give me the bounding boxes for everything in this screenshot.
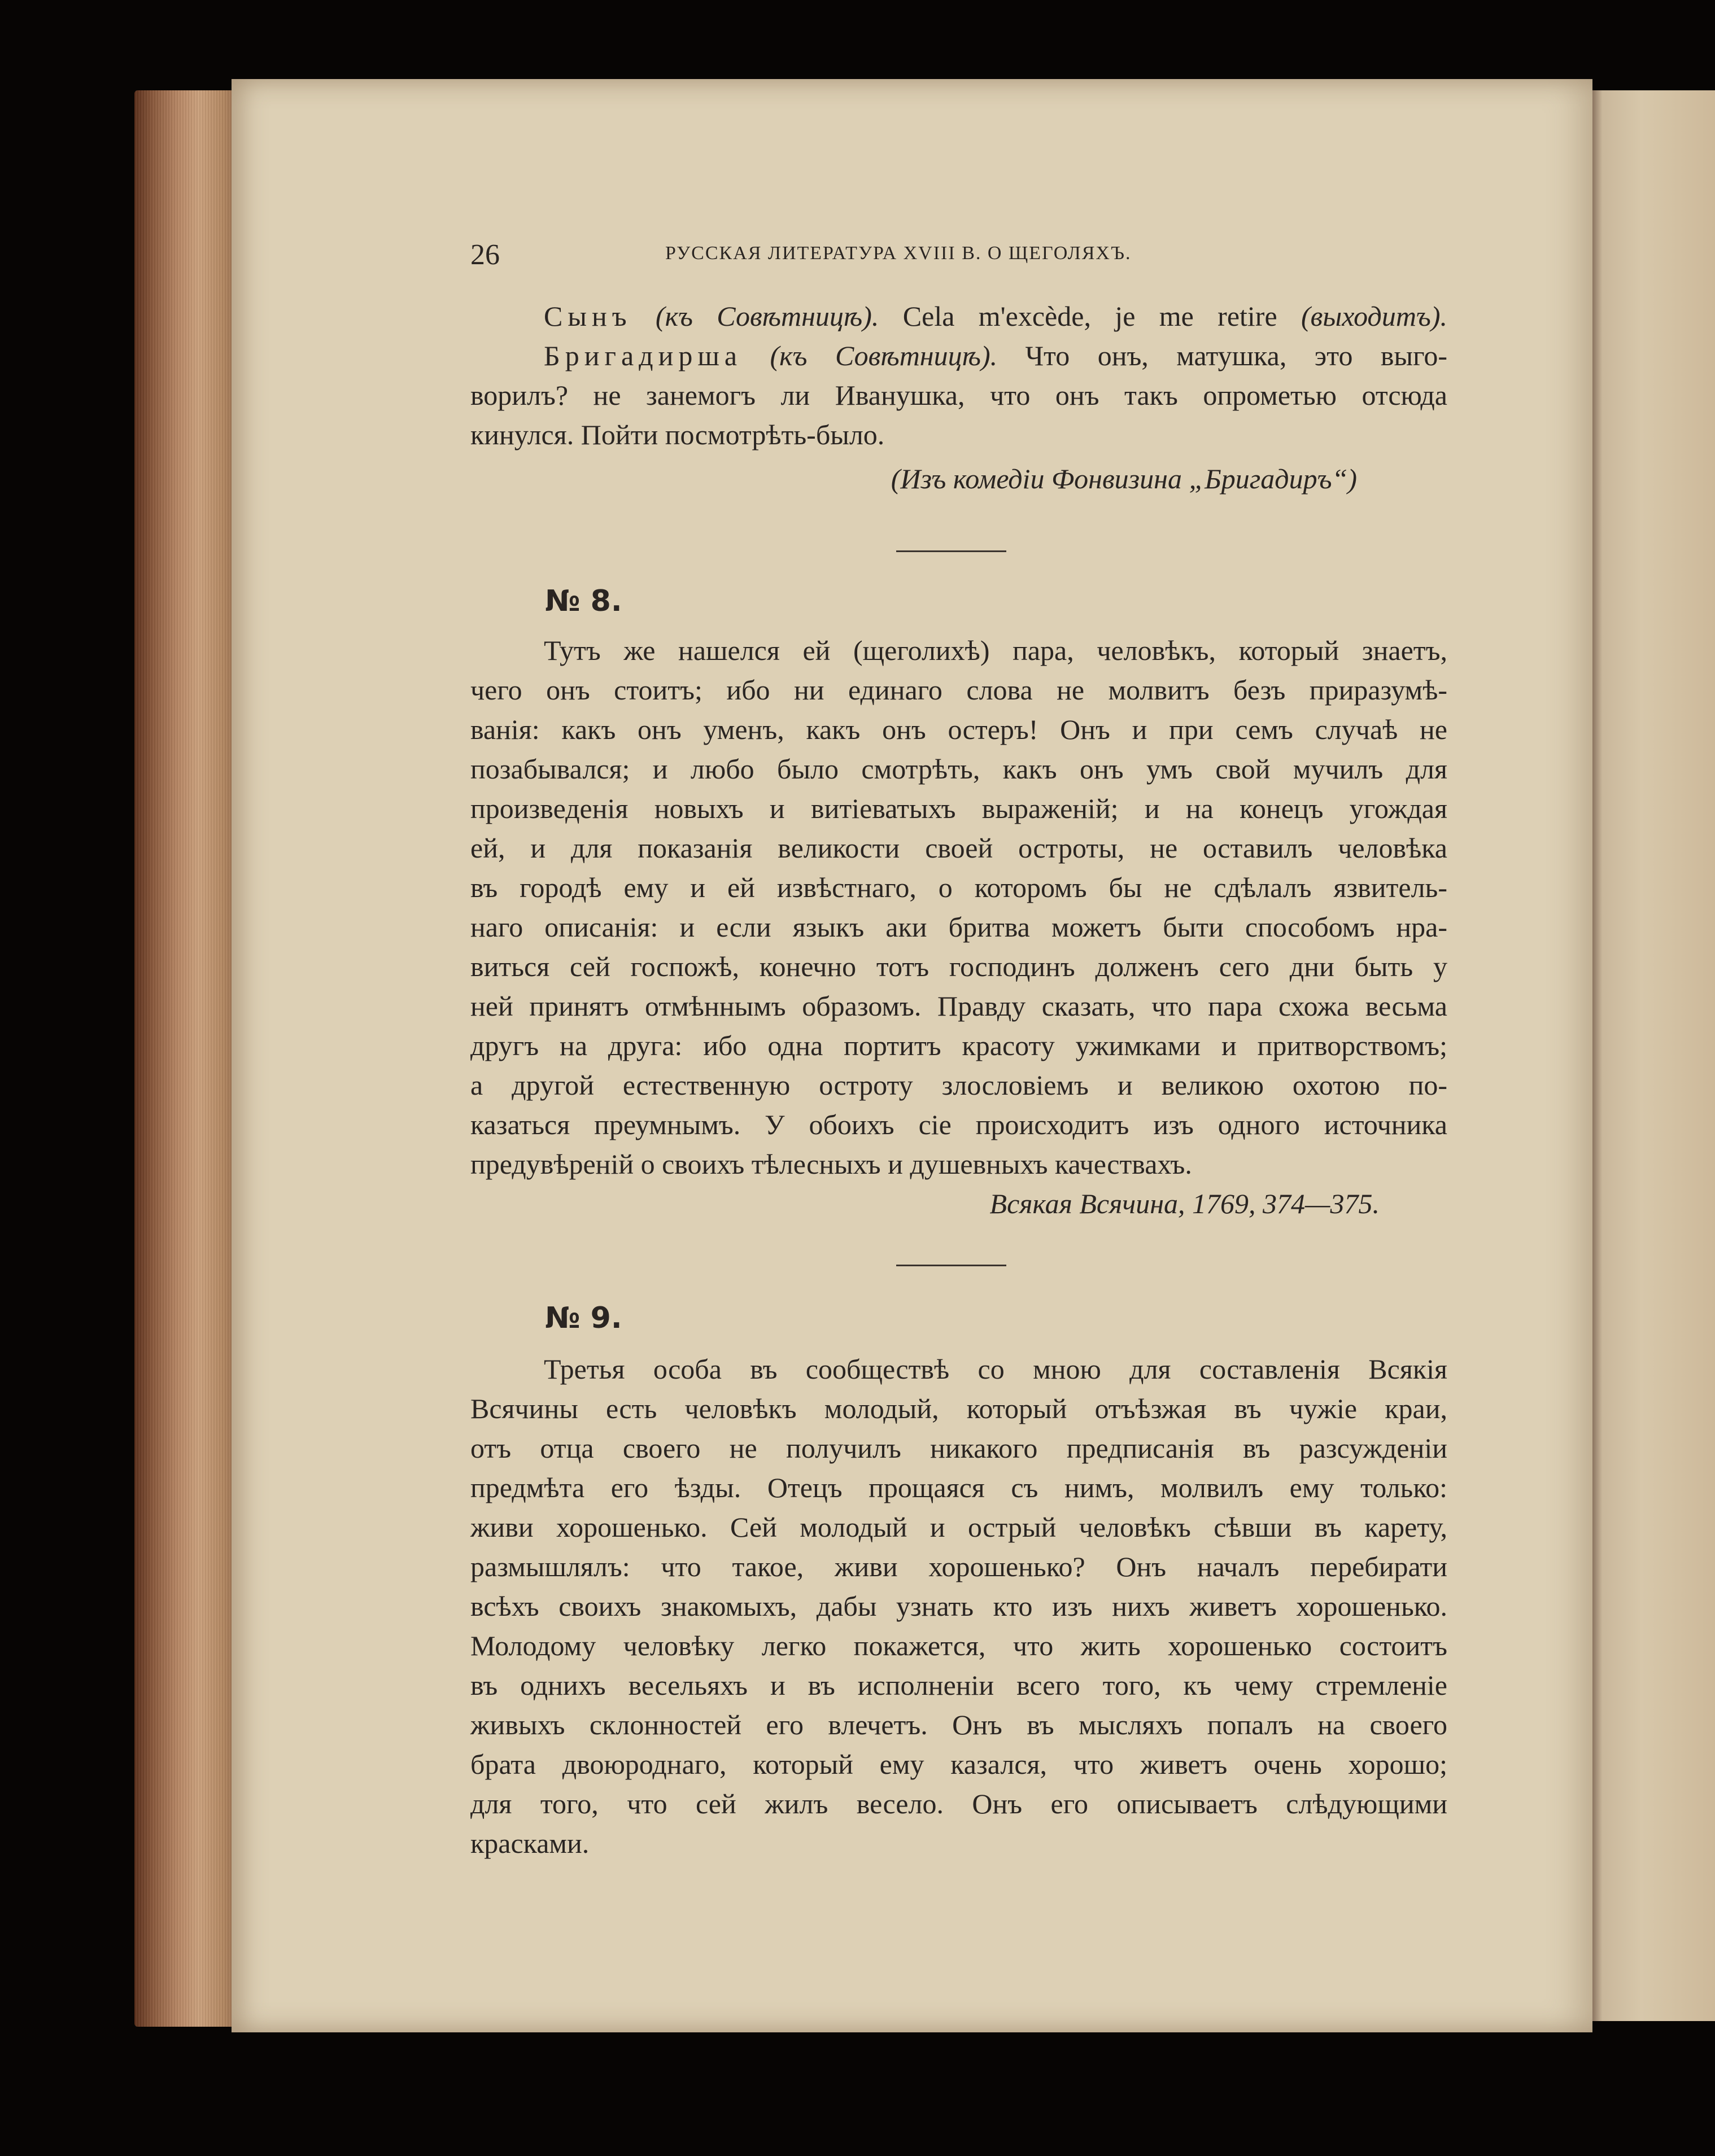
dialogue-excerpt xyxy=(470,296,1447,498)
paragraph-line: ей, и для показанія великости своей остроты, не оставилъ человѣка xyxy=(470,832,1447,864)
paragraph-line: другъ на друга: ибо одна портитъ красоту ужимками и притворствомъ; xyxy=(470,1030,1447,1061)
paragraph-line: размышлялъ: что такое, живи хорошенько? Онъ началъ перебирати xyxy=(470,1551,1447,1582)
paragraph-line: Тутъ же нашелся ей (щеголихѣ) пара, человѣкъ, который знаетъ, xyxy=(544,635,1447,666)
paragraph-line: Всячины есть человѣкъ молодый, который отъѣзжая въ чужіе краи, xyxy=(470,1393,1447,1424)
dialogue-line-4: кинулся. Пойти посмотрѣть-было. xyxy=(470,419,885,451)
page-number: 26 xyxy=(470,239,500,271)
section-8-body xyxy=(470,631,1447,1223)
dialogue-line-1 xyxy=(470,296,1447,336)
running-header xyxy=(470,238,1227,272)
facing-page-edge xyxy=(1592,90,1715,2021)
paragraph-line: предмѣта его ѣзды. Отецъ прощаяся съ нимъ, молвилъ ему только: xyxy=(470,1472,1447,1503)
stage-direction: (выходитъ). xyxy=(1301,300,1448,332)
paragraph-line: произведенія новыхъ и витіеватыхъ выраженій; и на конецъ угождая xyxy=(470,793,1447,824)
section-divider xyxy=(896,550,1006,552)
section-number-8: № 8. xyxy=(545,584,622,618)
paragraph-line: позабывался; и любо было смотрѣть, какъ онъ умъ свой мучилъ для xyxy=(470,753,1447,785)
stage-direction: (къ Совѣтницѣ). xyxy=(770,340,998,371)
dialogue-line-3: ворилъ? не занемогъ ли Иванушка, что онъ такъ опрометью отсюда xyxy=(470,379,1447,411)
speaker-brigadirsha: Бригадирша xyxy=(544,340,743,371)
paragraph-line: Молодому человѣку легко покажется, что жить хорошенько состоитъ xyxy=(470,1630,1447,1661)
paragraph-line: живыхъ склонностей его влечетъ. Онъ въ мысляхъ попалъ на своего xyxy=(470,1709,1447,1740)
paragraph-line: чего онъ стоитъ; ибо ни единаго слова не молвитъ безъ приразумѣ- xyxy=(470,674,1447,706)
paragraph-line: а другой естественную остроту злословіемъ и великою охотою по- xyxy=(470,1069,1447,1101)
paragraph-line: виться сей госпожѣ, конечно тотъ господинъ долженъ сего дни быть у xyxy=(470,951,1447,982)
source-citation: Всякая Всячина, 1769, 374—375. xyxy=(989,1188,1380,1219)
dialogue-text: Cela m'excède, je me retire xyxy=(902,300,1277,332)
paragraph-line: казаться преумнымъ. У обоихъ сіе происходитъ изъ одного источника xyxy=(470,1109,1447,1140)
stage-direction: (къ Совѣтницѣ). xyxy=(655,300,879,332)
paragraph-line: въ городѣ ему и ей извѣстнаго, о которомъ бы не сдѣлалъ язвитель- xyxy=(470,872,1447,903)
paragraph-line: ванія: какъ онъ уменъ, какъ онъ остеръ! Онъ и при семъ случаѣ не xyxy=(470,714,1447,745)
running-title: РУССКАЯ ЛИТЕРАТУРА XVIII В. О ЩЕГОЛЯХЪ. xyxy=(665,243,1132,264)
book-page-edges xyxy=(134,90,242,2027)
source-citation: (Изъ комедіи Фонвизина „Бригадиръ“) xyxy=(891,463,1357,495)
paragraph-line: живи хорошенько. Сей молодый и острый человѣкъ сѣвши въ карету, xyxy=(470,1511,1447,1543)
section-9-body xyxy=(470,1349,1447,1863)
paragraph-line: наго описанія: и если языкъ аки бритва можетъ быти способомъ нра- xyxy=(470,911,1447,943)
section-number-9: № 9. xyxy=(545,1301,622,1335)
paragraph-line: въ однихъ весельяхъ и въ исполненіи всего того, къ чему стремленіе xyxy=(470,1669,1447,1701)
dialogue-line-2 xyxy=(470,336,1447,375)
paragraph-line: ней принятъ отмѣннымъ образомъ. Правду сказать, что пара схожа весьма xyxy=(470,990,1447,1022)
section-divider xyxy=(896,1265,1006,1266)
paragraph-line: Третья особа въ сообществѣ со мною для составленія Всякія xyxy=(544,1353,1447,1385)
speaker-son: Сынъ xyxy=(544,300,632,332)
dialogue-text: Что онъ, матушка, это выго- xyxy=(1025,340,1448,371)
paragraph-line: для того, что сей жилъ весело. Онъ его описываетъ слѣдующими xyxy=(470,1788,1447,1820)
paragraph-line: всѣхъ своихъ знакомыхъ, дабы узнать кто изъ нихъ живетъ хорошенько. xyxy=(470,1590,1447,1622)
paragraph-line: красками. xyxy=(470,1827,590,1859)
paragraph-line: брата двоюроднаго, который ему казался, что живетъ очень хорошо; xyxy=(470,1748,1447,1780)
paragraph-line: отъ отца своего не получилъ никакого предписанія въ разсужденіи xyxy=(470,1432,1447,1464)
paragraph-line: предувѣреній о своихъ тѣлесныхъ и душевныхъ качествахъ. xyxy=(470,1148,1192,1180)
